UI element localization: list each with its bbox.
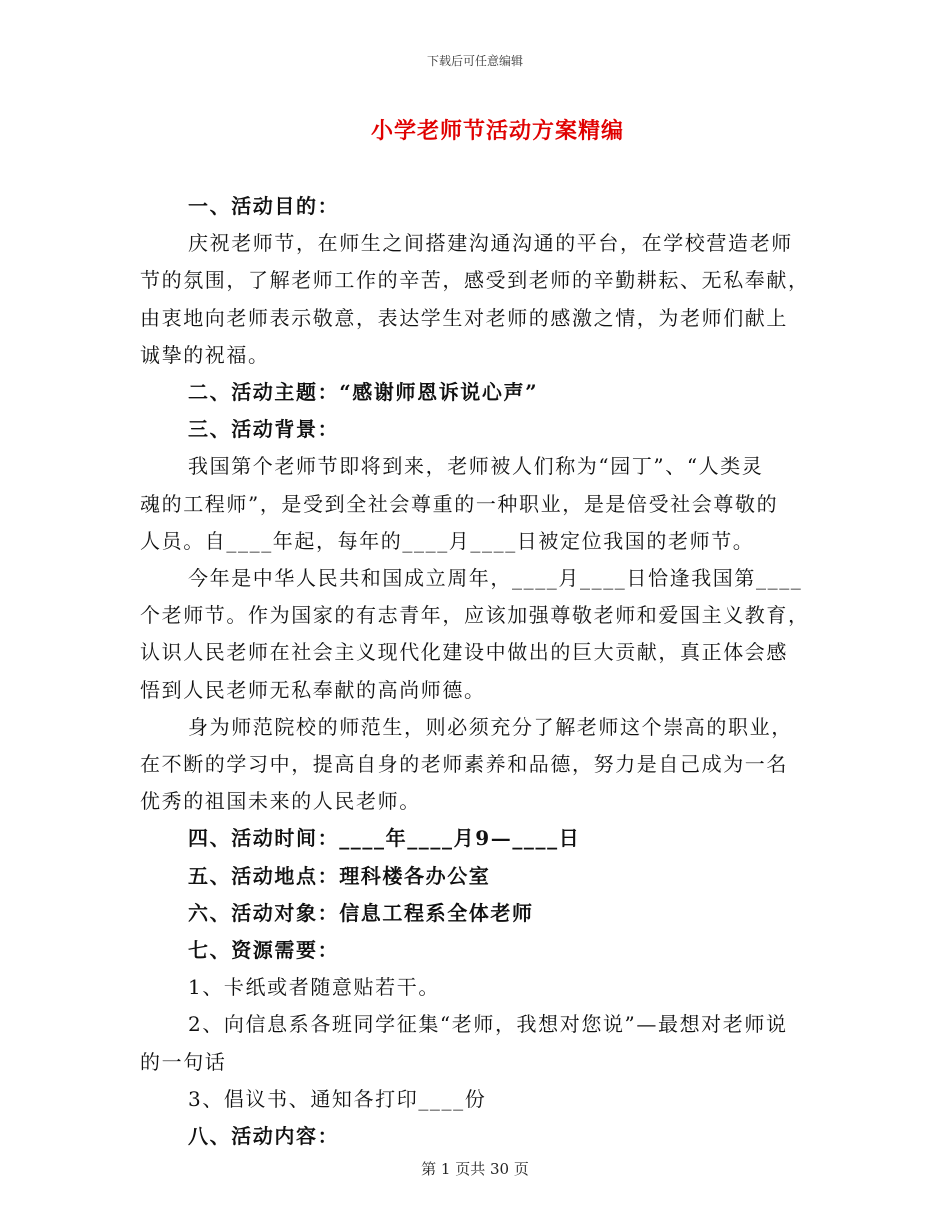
body-line: 庆祝老师节，在师生之间搭建沟通沟通的平台，在学校营造老师: [188, 231, 793, 256]
body-line: 3、倡议书、通知各打印____份: [188, 1086, 487, 1111]
body-line: 今年是中华人民共和国成立周年，____月____日恰逢我国第____: [188, 566, 803, 590]
body-line: 二、活动主题：“感谢师恩诉说心声”: [188, 380, 539, 404]
document-title: 小学老师节活动方案精编: [370, 118, 624, 144]
body-line: 四、活动时间：____年____月9—____日: [188, 826, 581, 851]
body-line: 五、活动地点：理科楼各办公室: [188, 863, 491, 888]
page-footer-note: 第 1 页共 30 页: [421, 1160, 529, 1178]
body-line: 2、向信息系各班同学征集“老师，我想对您说”—最想对老师说: [188, 1012, 788, 1037]
body-line: 悟到人民老师无私奉献的高尚师德。: [140, 677, 486, 702]
body-line: 七、资源需要：: [188, 938, 340, 962]
body-line: 我国第个老师节即将到来，老师被人们称为“园丁”、“人类灵: [188, 454, 764, 479]
body-line: 魂的工程师”，是受到全社会尊重的一种职业，是是倍受社会尊敬的: [140, 491, 779, 516]
body-line: 由衷地向老师表示敬意，表达学生对老师的感激之情，为老师们献上: [140, 305, 788, 330]
body-line: 认识人民老师在社会主义现代化建设中做出的巨大贡献，真正体会感: [140, 640, 788, 665]
body-line: 八、活动内容：: [188, 1124, 340, 1148]
body-line: 三、活动背景：: [188, 417, 340, 442]
body-line: 身为师范院校的师范生，则必须充分了解老师这个崇高的职业，: [188, 714, 793, 739]
page-header-note: 下载后可任意编辑: [426, 54, 523, 68]
body-line: 个老师节。作为国家的有志青年，应该加强尊敬老师和爱国主义教育，: [140, 603, 810, 628]
body-line: 1、卡纸或者随意贴若干。: [188, 975, 440, 1000]
body-line: 一、活动目的：: [188, 194, 340, 218]
body-line: 在不断的学习中，提高自身的老师素养和品德，努力是自己成为一名: [140, 752, 788, 776]
body-line: 优秀的祖国未来的人民老师。: [140, 789, 421, 814]
body-line: 六、活动对象：信息工程系全体老师: [188, 900, 534, 925]
body-line: 节的氛围，了解老师工作的辛苦，感受到老师的辛勤耕耘、无私奉献，: [140, 268, 810, 293]
body-line: 人员。自____年起，每年的____月____日被定位我国的老师节。: [140, 528, 755, 553]
body-line: 诚挚的祝福。: [140, 342, 270, 367]
body-line: 的一句话: [140, 1049, 227, 1074]
